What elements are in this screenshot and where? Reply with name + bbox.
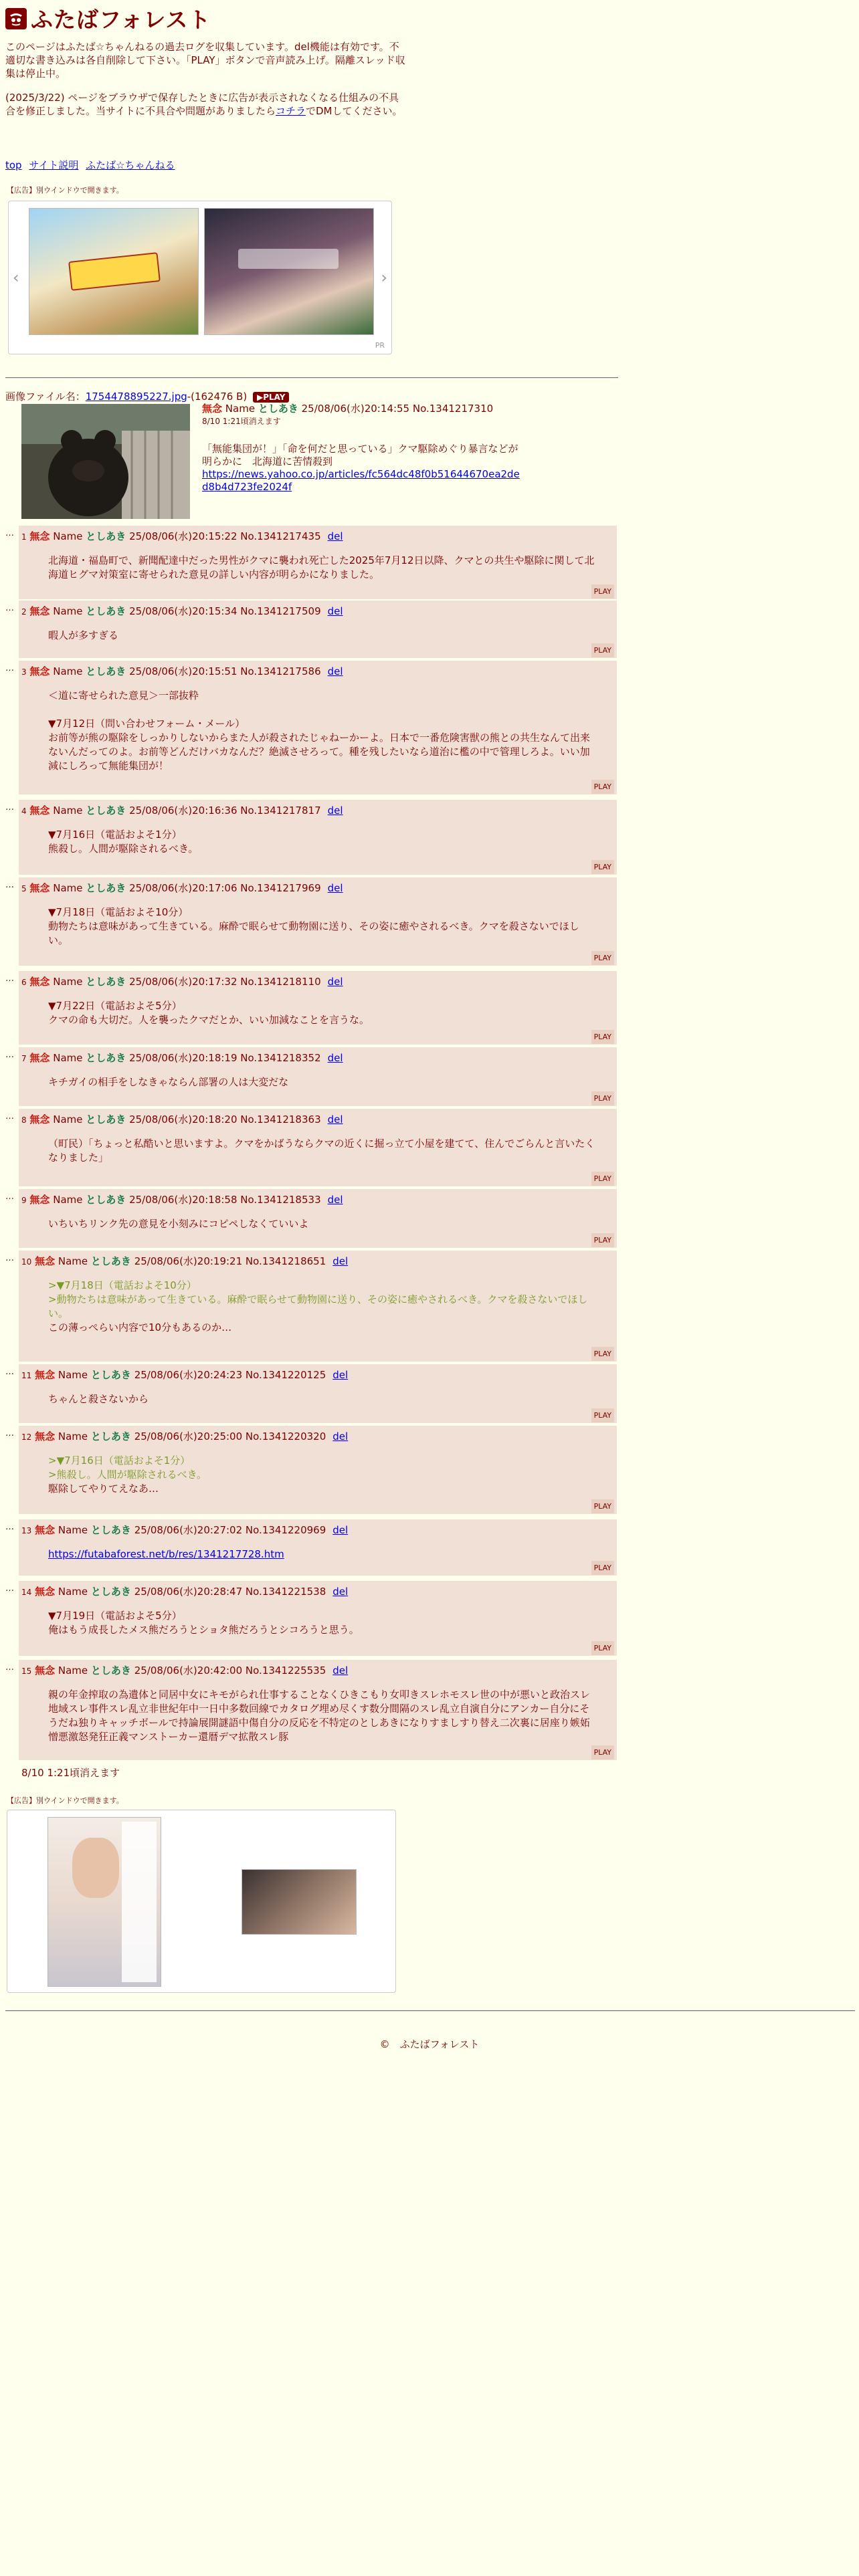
chevron-left-icon[interactable]: ‹	[13, 268, 19, 287]
site-title[interactable]: ふたばフォレスト	[31, 7, 211, 33]
reply-post	[19, 877, 617, 966]
reply-text: ＜道に寄せられた意見＞一部抜粋	[48, 689, 199, 702]
contact-link[interactable]: コチラ	[275, 105, 306, 117]
reply-number: 15	[21, 1667, 32, 1676]
reply-text: 俺はもう成長したメス熊だろうとショタ熊だろうとシコろうと思う。	[48, 1624, 359, 1636]
reply-body	[48, 1688, 597, 1744]
reply-play-button[interactable]: PLAY	[591, 584, 614, 599]
reply-header	[21, 1193, 343, 1208]
reply-text: この薄っぺらい内容で10分もあるのか…	[48, 1321, 232, 1333]
reply-dots: …	[5, 1192, 14, 1202]
op-subject: 無念	[202, 403, 223, 415]
reply-datetime: 25/08/06(水)20:17:32 No.1341218110	[129, 976, 321, 988]
reply-text: 駆除してやりてえなあ…	[48, 1483, 159, 1495]
reply-subject: 無念	[35, 1369, 56, 1381]
reply-subject: 無念	[29, 530, 50, 542]
reply-header	[21, 881, 343, 896]
reply-text: 暇人が多すぎる	[48, 629, 119, 641]
reply-subject: 無念	[35, 1665, 56, 1677]
op-news-link[interactable]: https://news.yahoo.co.jp/articles/fc564dc48f0b51644670ea2ded8b4d723fe2024f	[202, 468, 520, 493]
reply-author: としあき	[90, 1524, 131, 1536]
reply-number: 14	[21, 1588, 32, 1597]
reply-dots: …	[5, 1522, 14, 1532]
ad-banner-top[interactable]	[8, 201, 392, 354]
reply-post	[19, 1581, 617, 1656]
reply-name-label: Name	[58, 1430, 88, 1442]
reply-number: 1	[21, 532, 27, 542]
divider	[5, 377, 618, 379]
reply-name-label: Name	[53, 665, 83, 677]
reply-dots: …	[5, 1367, 14, 1377]
reply-del-link[interactable]: del	[327, 882, 343, 894]
reply-subject: 無念	[35, 1430, 56, 1442]
reply-dots: …	[5, 1428, 14, 1438]
op-header: 無念 Name としあき 25/08/06(水)20:14:55 No.1341217310	[202, 403, 494, 415]
site-header	[5, 3, 211, 34]
expire-note: 8/10 1:21頃消えます	[21, 1767, 120, 1779]
reply-post	[19, 1251, 617, 1362]
reply-text: 北海道・福島町で、新聞配達中だった男性がクマに襲われ死亡した2025年7月12日以降、クマとの共生や駆除に関して北海道ヒグマ対策室に寄せられた意見の詳しい内容が明らかになりました。	[48, 554, 595, 580]
reply-name-label: Name	[53, 1052, 83, 1064]
reply-post	[19, 1109, 617, 1186]
reply-subject: 無念	[35, 1255, 56, 1267]
reply-number: 10	[21, 1257, 32, 1267]
reply-name-label: Name	[58, 1255, 88, 1267]
reply-header	[21, 530, 343, 544]
reply-number: 8	[21, 1115, 27, 1125]
reply-del-link[interactable]: del	[327, 1052, 343, 1064]
reply-datetime: 25/08/06(水)20:19:21 No.1341218651	[134, 1255, 326, 1267]
op-file-line: 画像ファイル名：1754478895227.jpg-(162476 B) ▶PLAY	[5, 389, 289, 403]
reply-play-button[interactable]: PLAY	[591, 951, 614, 965]
reply-header	[21, 1664, 348, 1679]
reply-author: としあき	[90, 1369, 131, 1381]
reply-number: 9	[21, 1196, 27, 1205]
reply-name-label: Name	[58, 1665, 88, 1677]
reply-header	[21, 605, 343, 619]
reply-header	[21, 1523, 348, 1538]
reply-name-label: Name	[53, 605, 83, 617]
reply-quote: >▼7月16日（電話およそ1分）	[48, 1455, 191, 1467]
reply-link[interactable]: https://futabaforest.net/b/res/1341217728.htm	[48, 1548, 284, 1560]
reply-del-link[interactable]: del	[332, 1255, 349, 1267]
reply-author: としあき	[86, 882, 126, 894]
reply-post	[19, 1189, 617, 1248]
ad-note: 【広告】別ウインドウで開きます。	[7, 186, 124, 195]
reply-subject: 無念	[29, 804, 50, 817]
reply-dots: …	[5, 528, 14, 538]
reply-dots: …	[5, 1662, 14, 1673]
reply-play-button[interactable]: PLAY	[591, 1641, 614, 1655]
op-datetime: 25/08/06(水)20:14:55 No.1341217310	[301, 403, 494, 415]
reply-header	[21, 665, 343, 679]
reply-dots: …	[5, 663, 14, 673]
reply-body	[48, 1454, 597, 1496]
reply-header	[21, 1051, 343, 1066]
reply-text: ▼7月12日（問い合わせフォーム・メール）	[48, 718, 246, 730]
reply-name-label: Name	[53, 882, 83, 894]
reply-body	[48, 1392, 597, 1406]
op-post	[202, 403, 523, 494]
op-play-button[interactable]: ▶PLAY	[253, 392, 290, 403]
reply-subject: 無念	[35, 1524, 56, 1536]
ad-pr-label: PR	[375, 341, 385, 350]
reply-datetime: 25/08/06(水)20:17:06 No.1341217969	[129, 882, 321, 894]
ad-image-4[interactable]	[242, 1869, 357, 1935]
reply-datetime: 25/08/06(水)20:15:51 No.1341217586	[129, 665, 321, 677]
reply-number: 7	[21, 1054, 27, 1063]
reply-play-button[interactable]: PLAY	[591, 1347, 614, 1361]
reply-del-link[interactable]: del	[332, 1430, 349, 1442]
reply-quote: >熊殺し。人間が駆除されるべき。	[48, 1469, 207, 1481]
reply-name-label: Name	[53, 1194, 83, 1206]
reply-text: 親の年金搾取の為遺体と同居中女にキモがられ仕事することなくひきこもり女叩きスレホモスレ世の中が悪いと政治スレ地域スレ事件スレ乱立非世紀年中一日中多数回線でカタログ埋め尽くす数分間隔のスレ乱立自演自分にアンカー自分にそうだね独りキャッチボールで持論展開謎語中傷自分の反応を不特定のとしあきになりすましすり替え二次裏に居座り嫉妬憎悪激怒発狂正義マンストーカー還暦デマ拡散スレ豚	[48, 1689, 591, 1743]
reply-text: お前等が熊の駆除をしっかりしないからまた人が殺されたじゃねーかーよ。日本で一番危険害獣の熊との共生なんて出来ないんだってのよ。お前等どんだけバカなんだ？絶滅させろって。種を残したいなら道治に檻の中で管理しろよ。いい加減にしろって無能集団が！	[48, 732, 591, 772]
reply-header	[21, 1430, 348, 1444]
reply-body	[48, 1075, 597, 1089]
reply-subject: 無念	[29, 605, 50, 617]
reply-subject: 無念	[29, 1052, 50, 1064]
reply-dots: …	[5, 1050, 14, 1060]
reply-subject: 無念	[29, 882, 50, 894]
ad-banner-bottom[interactable]	[7, 1810, 396, 1993]
reply-post	[19, 661, 617, 794]
reply-text: キチガイの相手をしなきゃならん部署の人は大変だな	[48, 1076, 289, 1088]
intro	[5, 40, 407, 128]
reply-play-button[interactable]: PLAY	[591, 1745, 614, 1759]
reply-body	[48, 1137, 597, 1165]
reply-body	[48, 905, 597, 948]
reply-name-label: Name	[53, 1113, 83, 1125]
reply-author: としあき	[86, 1052, 126, 1064]
nav-futaba-link[interactable]: ふたば☆ちゃんねる	[86, 159, 175, 171]
reply-del-link[interactable]: del	[327, 605, 343, 617]
reply-datetime: 25/08/06(水)20:18:20 No.1341218363	[129, 1113, 321, 1125]
ad-image-1[interactable]	[29, 208, 199, 335]
reply-del-link[interactable]: del	[327, 530, 343, 542]
reply-play-button[interactable]: PLAY	[591, 643, 614, 657]
reply-text: ちゃんと殺さないから	[48, 1393, 149, 1405]
reply-datetime: 25/08/06(水)20:25:00 No.1341220320	[134, 1430, 326, 1442]
reply-play-button[interactable]: PLAY	[591, 1030, 614, 1044]
reply-dots: …	[5, 880, 14, 890]
op-file-link[interactable]: 1754478895227.jpg	[85, 391, 187, 403]
reply-datetime: 25/08/06(水)20:27:02 No.1341220969	[134, 1524, 326, 1536]
reply-dots: …	[5, 1584, 14, 1594]
reply-author: としあき	[86, 1113, 126, 1125]
reply-text: 動物たちは意味があって生きている。麻酔で眠らせて動物園に送り、その姿に癒やされるべき。クマを殺さないでほしい。	[48, 920, 579, 946]
reply-author: としあき	[86, 804, 126, 817]
reply-play-button[interactable]: PLAY	[591, 860, 614, 874]
reply-text: 熊殺し。人間が駆除されるべき。	[48, 843, 199, 855]
reply-name-label: Name	[58, 1369, 88, 1381]
reply-number: 3	[21, 667, 27, 677]
reply-post	[19, 1660, 617, 1760]
reply-text: ▼7月16日（電話およそ1分）	[48, 829, 182, 841]
intro-notice: (2025/3/22) ページをブラウザで保存したときに広告が表示されなくなる仕組みの不具合を修正しました。当サイトに不具合や問題がありましたらコチラでDMしてください。	[5, 92, 403, 117]
reply-del-link[interactable]: del	[327, 804, 343, 817]
reply-play-button[interactable]: PLAY	[591, 1091, 614, 1105]
reply-dots: …	[5, 974, 14, 984]
reply-datetime: 25/08/06(水)20:28:47 No.1341221538	[134, 1586, 326, 1598]
reply-datetime: 25/08/06(水)20:42:00 No.1341225535	[134, 1665, 326, 1677]
reply-number: 5	[21, 884, 27, 893]
reply-post	[19, 601, 617, 658]
reply-subject: 無念	[29, 665, 50, 677]
reply-text: クマの命も大切だ。人を襲ったクマだとか、いい加減なことを言うな。	[48, 1014, 370, 1026]
reply-header	[21, 1585, 348, 1600]
reply-body	[48, 629, 597, 643]
reply-header	[21, 1368, 348, 1383]
reply-body	[48, 1547, 597, 1562]
op-author: としあき	[258, 403, 298, 415]
reply-body	[48, 1217, 597, 1231]
reply-play-button[interactable]: PLAY	[591, 1172, 614, 1186]
site-logo-icon[interactable]	[5, 8, 27, 29]
reply-del-link[interactable]: del	[332, 1369, 349, 1381]
reply-text: ▼7月18日（電話およそ10分）	[48, 906, 189, 918]
reply-author: としあき	[90, 1255, 131, 1267]
reply-quote: >▼7月18日（電話およそ10分）	[48, 1279, 197, 1291]
nav-about-link[interactable]: サイト説明	[29, 159, 79, 171]
reply-body	[48, 828, 597, 856]
reply-dots: …	[5, 1111, 14, 1121]
reply-post	[19, 1364, 617, 1423]
reply-name-label: Name	[58, 1524, 88, 1536]
reply-name-label: Name	[58, 1586, 88, 1598]
reply-play-button[interactable]: PLAY	[591, 1233, 614, 1247]
reply-header	[21, 804, 343, 819]
reply-datetime: 25/08/06(水)20:18:58 No.1341218533	[129, 1194, 321, 1206]
reply-author: としあき	[90, 1586, 131, 1598]
reply-del-link[interactable]: del	[332, 1665, 349, 1677]
op-expire: 8/10 1:21頃消えます	[202, 417, 281, 426]
reply-author: としあき	[86, 605, 126, 617]
reply-del-link[interactable]: del	[327, 665, 343, 677]
reply-subject: 無念	[29, 1194, 50, 1206]
nav-links	[5, 158, 179, 172]
reply-body	[48, 999, 597, 1027]
reply-post	[19, 1047, 617, 1106]
reply-datetime: 25/08/06(水)20:18:19 No.1341218352	[129, 1052, 321, 1064]
reply-author: としあき	[86, 530, 126, 542]
reply-post	[19, 526, 617, 599]
copyright: © ふたばフォレスト	[379, 2038, 480, 2050]
reply-text: ▼7月19日（電話およそ5分）	[48, 1610, 182, 1622]
reply-number: 13	[21, 1526, 32, 1535]
ad-note-bottom: 【広告】別ウインドウで開きます。	[7, 1796, 124, 1805]
reply-author: としあき	[86, 1194, 126, 1206]
reply-author: としあき	[86, 665, 126, 677]
reply-datetime: 25/08/06(水)20:15:34 No.1341217509	[129, 605, 321, 617]
ad-image-2[interactable]	[204, 208, 374, 335]
chevron-right-icon[interactable]: ›	[381, 268, 387, 287]
reply-play-button[interactable]: PLAY	[591, 1561, 614, 1575]
reply-text: いちいちリンク先の意見を小刻みにコピペしなくていいよ	[48, 1218, 309, 1230]
reply-datetime: 25/08/06(水)20:16:36 No.1341217817	[129, 804, 321, 817]
reply-del-link[interactable]: del	[327, 1194, 343, 1206]
reply-author: としあき	[90, 1430, 131, 1442]
reply-author: としあき	[90, 1665, 131, 1677]
reply-datetime: 25/08/06(水)20:24:23 No.1341220125	[134, 1369, 326, 1381]
reply-header	[21, 1113, 343, 1128]
reply-body	[48, 1279, 597, 1335]
reply-header	[21, 1255, 348, 1269]
reply-post	[19, 800, 617, 875]
reply-post	[19, 1519, 617, 1576]
reply-quote: >動物たちは意味があって生きている。麻酔で眠らせて動物園に送り、その姿に癒やされるべき。クマを殺さないでほしい。	[48, 1293, 588, 1319]
reply-number: 4	[21, 807, 27, 816]
ad-image-3[interactable]	[47, 1817, 161, 1987]
reply-post	[19, 1426, 617, 1514]
reply-text: （町民）「ちょっと私酷いと思いますよ。クマをかばうならクマの近くに掘っ立て小屋を建てて、住んでごらんと言いたくなりました」	[48, 1138, 595, 1164]
reply-subject: 無念	[29, 1113, 50, 1125]
reply-del-link[interactable]: del	[327, 1113, 343, 1125]
reply-body	[48, 554, 597, 582]
reply-number: 2	[21, 607, 27, 617]
reply-text	[48, 703, 597, 717]
reply-play-button[interactable]: PLAY	[591, 1408, 614, 1422]
divider-bottom	[5, 2010, 855, 2012]
reply-text: ▼7月22日（電話およそ5分）	[48, 1000, 182, 1012]
reply-dots: …	[5, 802, 14, 813]
reply-del-link[interactable]: del	[332, 1524, 349, 1536]
reply-name-label: Name	[53, 530, 83, 542]
op-text: 「無能集団が！」「命を何だと思っている」クマ駆除めぐり暴言などが明らかに 北海道に苦情殺到	[202, 443, 518, 467]
reply-play-button[interactable]: PLAY	[591, 780, 614, 794]
intro-text: このページはふたば☆ちゃんねるの過去ログを収集しています。del機能は有効です。不適切な書き込みは各自削除して下さい。「PLAY」ボタンで音声読み上げ。隔離スレッド収集は停止中。	[5, 41, 405, 80]
reply-play-button[interactable]: PLAY	[591, 1499, 614, 1513]
reply-datetime: 25/08/06(水)20:15:22 No.1341217435	[129, 530, 321, 542]
op-thumbnail[interactable]	[21, 404, 190, 519]
reply-post	[19, 971, 617, 1045]
reply-body	[48, 689, 597, 773]
reply-header	[21, 975, 343, 990]
reply-number: 12	[21, 1432, 32, 1442]
reply-dots: …	[5, 603, 14, 613]
reply-body	[48, 1609, 597, 1637]
reply-number: 6	[21, 978, 27, 987]
reply-del-link[interactable]: del	[327, 976, 343, 988]
reply-name-label: Name	[53, 804, 83, 817]
reply-author: としあき	[86, 976, 126, 988]
reply-del-link[interactable]: del	[332, 1586, 349, 1598]
reply-name-label: Name	[53, 976, 83, 988]
reply-number: 11	[21, 1371, 32, 1380]
reply-subject: 無念	[29, 976, 50, 988]
nav-top-link[interactable]: top	[5, 159, 22, 171]
reply-subject: 無念	[35, 1586, 56, 1598]
reply-dots: …	[5, 1253, 14, 1263]
